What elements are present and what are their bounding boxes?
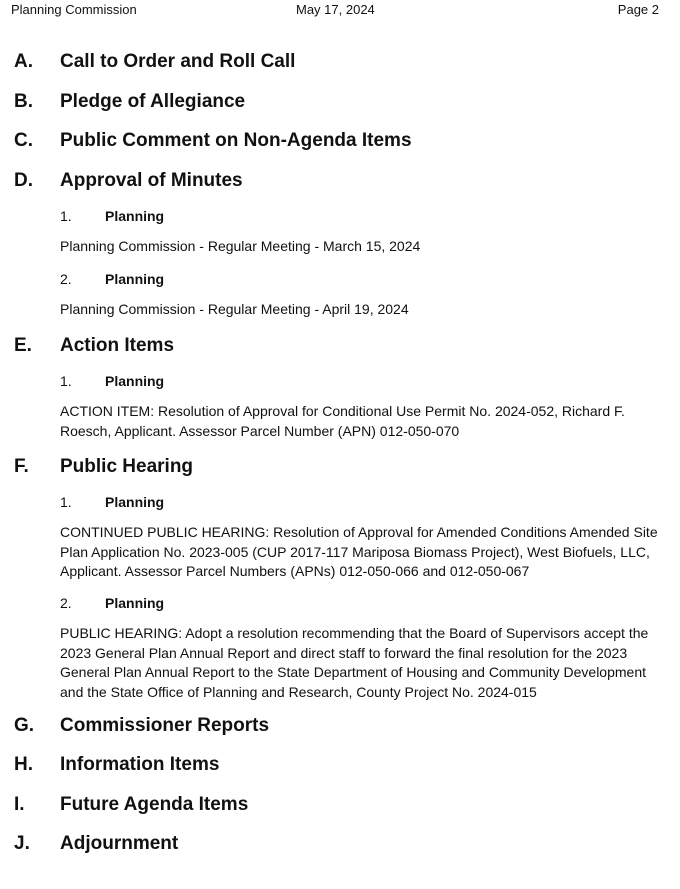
section-title: Approval of Minutes	[60, 170, 243, 191]
item-number: 1.	[60, 208, 72, 224]
section-letter: G.	[14, 715, 35, 736]
section-title: Commissioner Reports	[60, 715, 270, 736]
section-letter: D.	[14, 170, 33, 191]
section-title: Information Items	[60, 754, 220, 775]
item-number: 2.	[60, 595, 72, 611]
header-meeting-body: Planning Commission	[11, 2, 137, 17]
section-title: Public Comment on Non-Agenda Items	[60, 130, 412, 151]
section-letter: E.	[14, 335, 32, 356]
agenda-item-link[interactable]: Planning Commission - Regular Meeting - March 15, 2024	[60, 238, 421, 254]
section-title: Action Items	[60, 335, 175, 356]
item-department: Planning	[105, 271, 165, 287]
section-letter: C.	[14, 130, 33, 151]
agenda-item-link[interactable]: Planning Commission - Regular Meeting - April 19, 2024	[60, 301, 409, 317]
section-title: Future Agenda Items	[60, 794, 249, 815]
section-letter: J.	[14, 833, 30, 854]
item-department: Planning	[105, 208, 165, 224]
section-title: Adjournment	[60, 833, 179, 854]
agenda-item-link[interactable]: PUBLIC HEARING: Adopt a resolution recommending that the Board of Supervisors accept the 2023 General Plan Annual Report and direct staff to forward the final resolution for the 2023 General Plan Annual Report to the State Department of Housing and Community Development and the State Office of Planning and Research, County Project No. 2024-015	[60, 625, 649, 700]
item-number: 2.	[60, 271, 72, 287]
header-date: May 17, 2024	[296, 2, 375, 17]
header-page-number: Page 2	[617, 2, 659, 17]
section-letter: A.	[14, 51, 33, 72]
item-number: 1.	[60, 494, 72, 510]
item-department: Planning	[105, 595, 165, 611]
section-letter: B.	[14, 91, 33, 112]
agenda-item-link[interactable]: ACTION ITEM: Resolution of Approval for Conditional Use Permit No. 2024-052, Richard F. Roesch, Applicant. Assessor Parcel Number (APN) 012-050-070	[60, 403, 625, 439]
agenda-item-link[interactable]: CONTINUED PUBLIC HEARING: Resolution of Approval for Amended Conditions Amended Site Plan Application No. 2023-005 (CUP 2017-117 Mariposa Biomass Project), West Biofuels, LLC, Applicant. Assessor Parcel Numbers (APNs) 012-050-066 and 012-050-067	[60, 524, 658, 579]
item-number: 1.	[60, 373, 72, 389]
section-letter: I.	[14, 794, 25, 815]
section-title: Call to Order and Roll Call	[60, 51, 296, 72]
section-letter: F.	[14, 456, 29, 477]
item-department: Planning	[105, 373, 165, 389]
section-title: Pledge of Allegiance	[60, 91, 246, 112]
item-department: Planning	[105, 494, 165, 510]
section-letter: H.	[14, 754, 33, 775]
page-header	[0, 2, 680, 20]
section-title: Public Hearing	[60, 456, 194, 477]
